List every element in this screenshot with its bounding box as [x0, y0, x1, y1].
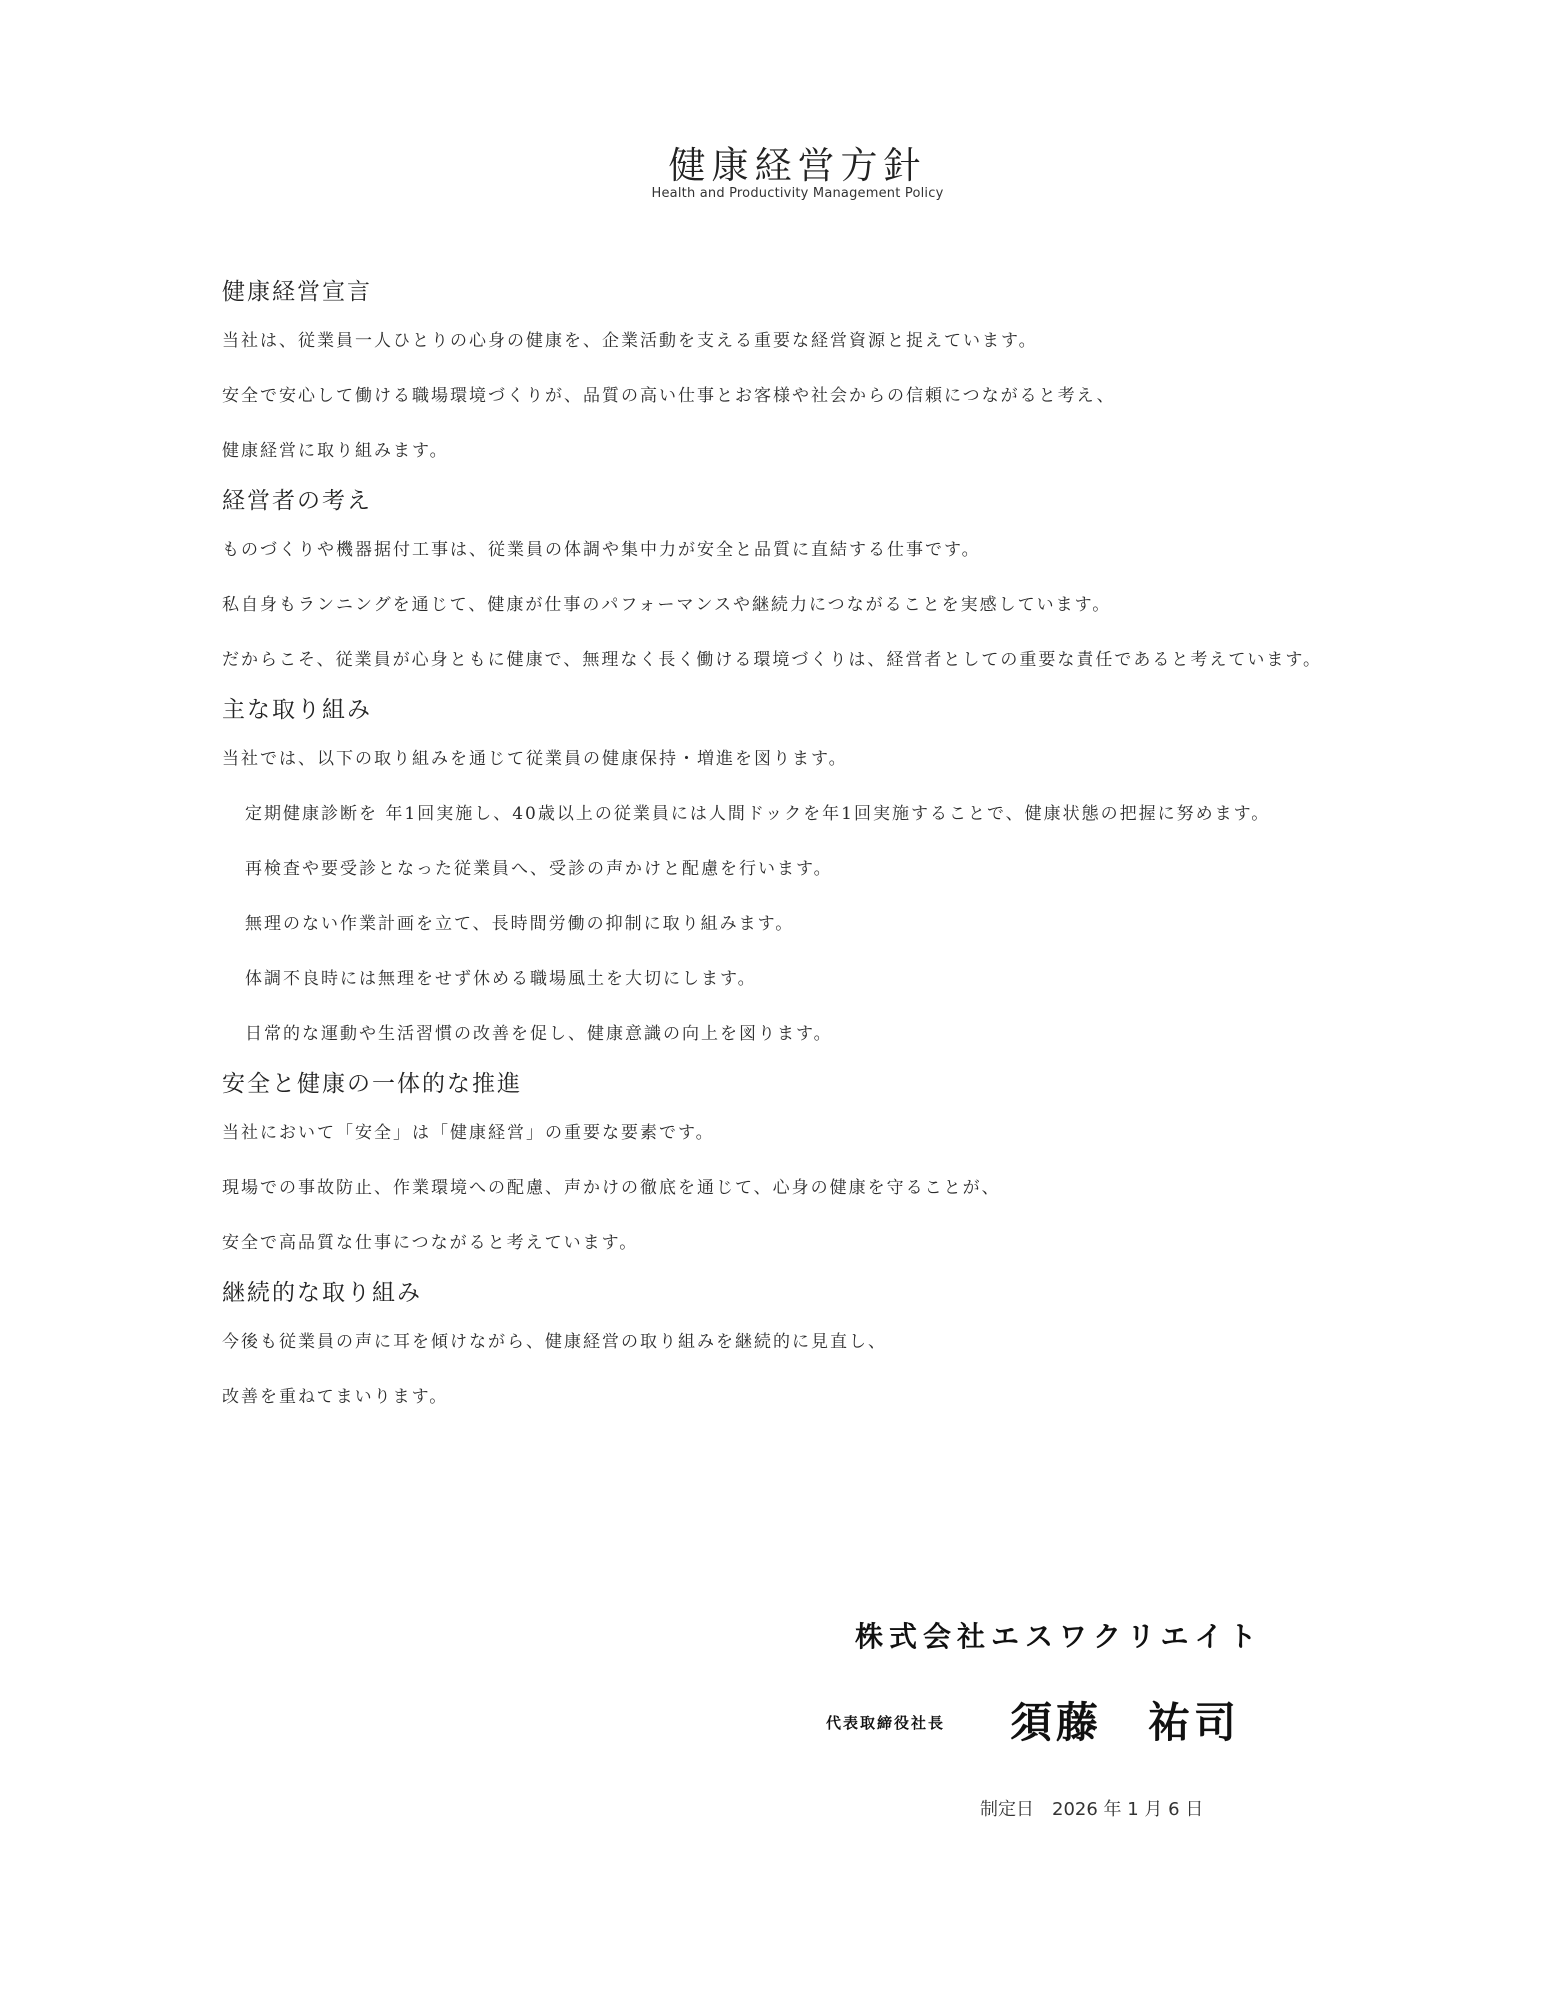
section-safety-health: [222, 1062, 1402, 1271]
company-name: 株式会社エスワクリエイト: [855, 1620, 1263, 1653]
paragraph: 当社では、以下の取り組みを通じて従業員の健康保持・増進を図ります。: [222, 749, 848, 769]
paragraph: 私自身もランニングを通じて、健康が仕事のパフォーマンスや継続力につながることを実感しています。: [222, 595, 1112, 615]
paragraph: 健康経営に取り組みます。: [222, 441, 449, 461]
paragraph: 改善を重ねてまいります。: [222, 1387, 449, 1407]
representative-title: 代表取締役社長: [826, 1714, 946, 1732]
section-continuous-efforts: [222, 1271, 1402, 1425]
enactment-date: 制定日 2026 年 1 月 6 日: [980, 1799, 1204, 1820]
initiative-item: 定期健康診断を 年1回実施し、40歳以上の従業員には人間ドックを年1回実施することで、健康状態の把握に努めます。: [245, 804, 1271, 824]
policy-body: [222, 270, 1402, 1425]
section-heading: 主な取り組み: [222, 697, 372, 723]
paragraph: 今後も従業員の声に耳を傾けながら、健康経営の取り組みを継続的に見直し、: [222, 1332, 887, 1352]
initiative-item: 再検査や要受診となった従業員へ、受診の声かけと配慮を行います。: [245, 859, 833, 879]
page-subtitle: Health and Productivity Management Policy: [651, 186, 944, 201]
initiative-item: 体調不良時には無理をせず休める職場風土を大切にします。: [245, 969, 757, 989]
section-heading: 継続的な取り組み: [222, 1280, 422, 1306]
section-heading: 経営者の考え: [222, 488, 372, 514]
paragraph: だからこそ、従業員が心身ともに健康で、無理なく長く働ける環境づくりは、経営者としての重要な責任であると考えています。: [222, 650, 1322, 670]
section-heading: 健康経営宣言: [222, 279, 372, 305]
section-declaration: [222, 270, 1402, 479]
initiative-item: 日常的な運動や生活習慣の改善を促し、健康意識の向上を図ります。: [245, 1024, 833, 1044]
page-title: 健康経営方針: [668, 144, 927, 187]
paragraph: 安全で安心して働ける職場環境づくりが、品質の高い仕事とお客様や社会からの信頼につながると考え、: [222, 386, 1116, 406]
paragraph: 安全で高品質な仕事につながると考えています。: [222, 1233, 639, 1253]
paragraph: 当社は、従業員一人ひとりの心身の健康を、企業活動を支える重要な経営資源と捉えています。: [222, 331, 1038, 351]
section-main-initiatives: [222, 688, 1402, 1062]
section-heading: 安全と健康の一体的な推進: [222, 1071, 522, 1097]
initiative-item: 無理のない作業計画を立て、長時間労働の抑制に取り組みます。: [245, 914, 795, 934]
paragraph: 当社において「安全」は「健康経営」の重要な要素です。: [222, 1123, 715, 1143]
paragraph: 現場での事故防止、作業環境への配慮、声かけの徹底を通じて、心身の健康を守ることが、: [222, 1178, 1001, 1198]
section-management-view: [222, 479, 1402, 688]
representative-name: 須藤 祐司: [1010, 1698, 1241, 1747]
paragraph: ものづくりや機器据付工事は、従業員の体調や集中力が安全と品質に直結する仕事です。: [222, 540, 981, 560]
